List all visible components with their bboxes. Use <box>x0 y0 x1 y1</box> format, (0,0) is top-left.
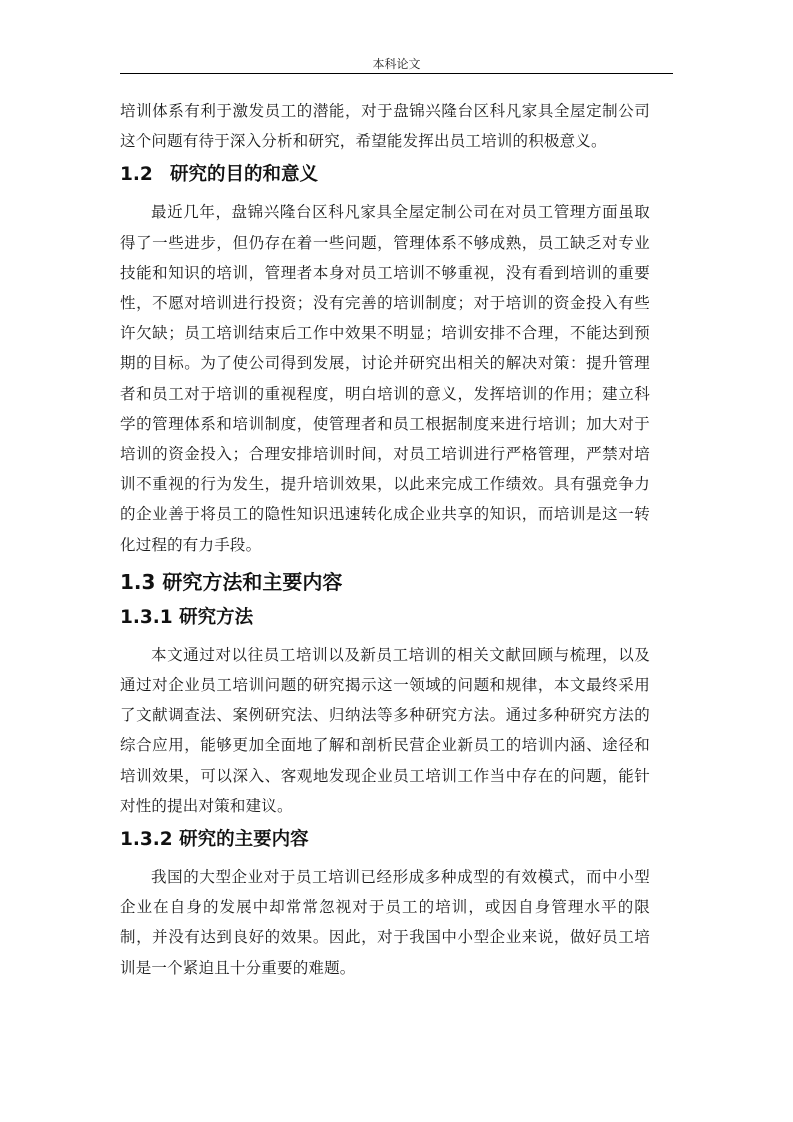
section-number: 1.2 <box>120 164 153 186</box>
section-title: 研究的目的和意义 <box>170 164 319 186</box>
subsection-heading-1-3-1: 1.3.1 研究方法 <box>120 606 254 628</box>
header-rule <box>120 73 673 74</box>
paragraph-purpose: 最近几年，盘锦兴隆台区科凡家具全屋定制公司在对员工管理方面虽取得了一些进步，但仍存在着一些问题，管理体系不够成熟，员工缺乏对专业技能和知识的培训，管理者本身对员工培训不够重视，没有看到培训的重要性，不愿对培训进行投资；没有完善的培训制度；对于培训的资金投入有些许欠缺；员工培训结束后工作中效果不明显；培训安排不合理，不能达到预期的目标。为了使公司得到发展，讨论并研究出相关的解决对策：提升管理者和员工对于培训的重视程度，明白培训的意义，发挥培训的作用；建立科学的管理体系和培训制度，使管理者和员工根据制度来进行培训；加大对于培训的资金投入；合理安排培训时间，对员工培训进行严格管理，严禁对培训不重视的行为发生，提升培训效果，以此来完成工作绩效。具有强竞争力的企业善于将员工的隐性知识迅速转化成企业共享的知识，而培训是这一转化过程的有力手段。 <box>120 203 650 554</box>
page-body <box>120 96 650 983</box>
subsection-heading-1-3-2: 1.3.2 研究的主要内容 <box>120 829 309 851</box>
paragraph-methods: 本文通过对以往员工培训以及新员工培训的相关文献回顾与梳理，以及通过对企业员工培训问题的研究揭示这一领域的问题和规律，本文最终采用了文献调查法、案例研究法、归纳法等多种研究方法。通过多种研究方法的综合应用，能够更加全面地了解和剖析民营企业新员工的培训内涵、途径和培训效果，可以深入、客观地发现企业员工培训工作当中存在的问题，能针对性的提出对策和建议。 <box>120 645 650 815</box>
section-heading-1-3: 1.3 研究方法和主要内容 <box>120 569 343 594</box>
running-header: 本科论文 <box>372 57 421 71</box>
paragraph-main-content: 我国的大型企业对于员工培训已经形成多种成型的有效模式，而中小型企业在自身的发展中却常常忽视对于员工的培训，或因自身管理水平的限制，并没有达到良好的效果。因此，对于我国中小型企业来说，做好员工培训是一个紧迫且十分重要的难题。 <box>120 868 650 977</box>
paragraph-continued: 培训体系有利于激发员工的潜能，对于盘锦兴隆台区科凡家具全屋定制公司这个问题有待于深入分析和研究，希望能发挥出员工培训的积极意义。 <box>120 102 650 151</box>
section-heading-1-2 <box>120 162 650 188</box>
